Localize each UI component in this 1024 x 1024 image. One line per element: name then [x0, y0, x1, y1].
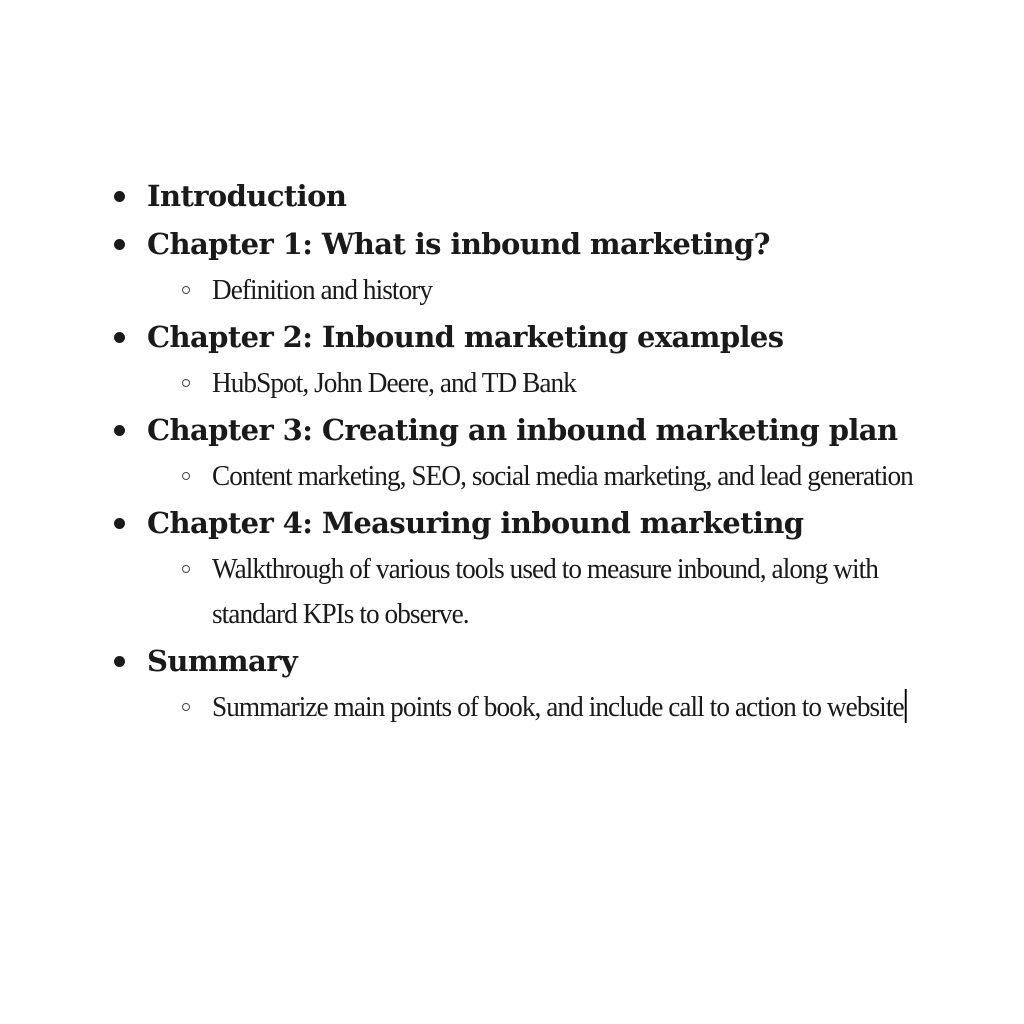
item-title: Chapter 2: Inbound marketing examples — [147, 320, 784, 354]
sub-item-text-with-caret — [212, 685, 917, 730]
hollow-bullet-icon — [182, 703, 190, 711]
outline-item-introduction[interactable] — [0, 172, 1024, 220]
sub-item[interactable] — [0, 454, 1024, 499]
hollow-bullet-icon — [182, 472, 190, 480]
item-title: Chapter 3: Creating an inbound marketing plan — [147, 413, 898, 447]
hollow-bullet-icon — [182, 379, 190, 387]
bullet-icon — [114, 332, 125, 343]
sub-item-text: Definition and history — [212, 274, 433, 306]
item-title: Introduction — [147, 179, 347, 213]
sub-item-text: HubSpot, John Deere, and TD Bank — [212, 367, 576, 399]
hollow-bullet-icon — [182, 565, 190, 573]
document-outline[interactable] — [0, 172, 1024, 730]
item-title: Chapter 1: What is inbound marketing? — [147, 227, 770, 261]
sub-item[interactable] — [0, 685, 1024, 730]
sub-item-text: Walkthrough of various tools used to measure inbound, along with standard KPIs to observe. — [212, 553, 878, 630]
outline-item-chapter-4[interactable] — [0, 499, 1024, 547]
sub-item-text: Summarize main points of book, and include call to action to website — [212, 691, 904, 723]
bullet-icon — [114, 239, 125, 250]
sub-item[interactable] — [0, 268, 1024, 313]
outline-item-chapter-2[interactable] — [0, 313, 1024, 361]
sub-item[interactable] — [0, 547, 1024, 637]
text-cursor — [905, 689, 907, 723]
item-title: Summary — [147, 644, 298, 678]
bullet-icon — [114, 191, 125, 202]
item-title: Chapter 4: Measuring inbound marketing — [147, 506, 804, 540]
sub-item-text: Content marketing, SEO, social media marketing, and lead generation — [212, 460, 913, 492]
bullet-icon — [114, 425, 125, 436]
sub-item[interactable] — [0, 361, 1024, 406]
bullet-icon — [114, 518, 125, 529]
outline-item-summary[interactable] — [0, 637, 1024, 685]
bullet-icon — [114, 656, 125, 667]
hollow-bullet-icon — [182, 286, 190, 294]
outline-item-chapter-1[interactable] — [0, 220, 1024, 268]
outline-item-chapter-3[interactable] — [0, 406, 1024, 454]
